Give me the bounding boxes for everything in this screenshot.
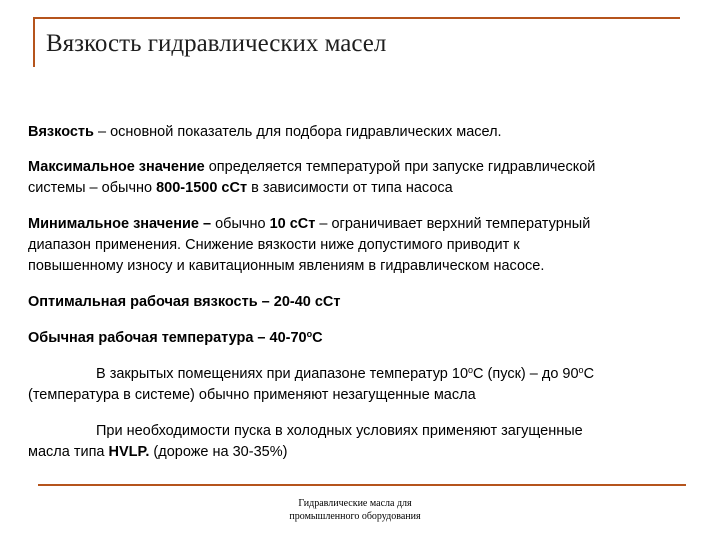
term: Минимальное значение –	[28, 216, 212, 232]
paragraph-optimal-viscosity	[28, 292, 688, 313]
text: – ограничивает верхний температурный	[315, 216, 591, 232]
paragraph-viscosity	[28, 122, 688, 143]
term: Вязкость	[28, 124, 94, 140]
footer-rule	[38, 484, 686, 486]
text: – основной показатель для подбора гидравлических масел.	[93, 124, 502, 140]
text: При необходимости пуска в холодных условиях применяют загущенные	[96, 423, 583, 439]
degree-mark: о	[468, 365, 474, 375]
text: (дороже на 30-35%)	[149, 444, 288, 460]
text: в зависимости от типа насоса	[247, 180, 453, 196]
unit: С	[312, 330, 323, 346]
value: 800-1500 сСт	[156, 180, 248, 196]
paragraph-min-value	[28, 214, 688, 277]
term: Обычная рабочая температура – 40-70	[28, 330, 307, 346]
title-rule-left	[33, 17, 35, 67]
slide-footer	[250, 497, 460, 523]
paragraph-cold-start-oils	[28, 421, 688, 463]
text: диапазон применения. Снижение вязкости ниже допустимого приводит к	[28, 237, 520, 253]
footer-line: промышленного оборудования	[289, 511, 421, 522]
text: обычно	[211, 216, 270, 232]
paragraph-working-temperature	[28, 328, 688, 349]
degree-mark: о	[578, 365, 584, 375]
term: Оптимальная рабочая вязкость – 20-40 сСт	[28, 294, 341, 310]
oil-type: HVLP.	[108, 444, 150, 460]
text: определяется температурой при запуске гидравлической	[204, 159, 596, 175]
term: Максимальное значение	[28, 159, 205, 175]
text: масла типа	[28, 444, 109, 460]
text: С	[583, 366, 595, 382]
value: 10 сСт	[269, 216, 316, 232]
slide-body	[28, 122, 688, 463]
degree-mark: о	[306, 329, 313, 339]
footer-line: Гидравлические масла для	[298, 498, 412, 509]
text: системы – обычно	[28, 180, 157, 196]
paragraph-max-value	[28, 157, 688, 199]
slide-title: Вязкость гидравлических масел	[46, 30, 387, 57]
title-rule-top	[33, 17, 680, 19]
text: С (пуск) – до 90	[473, 366, 579, 382]
text: повышенному износу и кавитационным явлениям в гидравлическом насосе.	[28, 258, 545, 274]
text: В закрытых помещениях при диапазоне температур 10	[96, 366, 469, 382]
paragraph-indoor-oils	[28, 364, 688, 406]
text: (температура в системе) обычно применяют незагущенные масла	[28, 387, 476, 403]
